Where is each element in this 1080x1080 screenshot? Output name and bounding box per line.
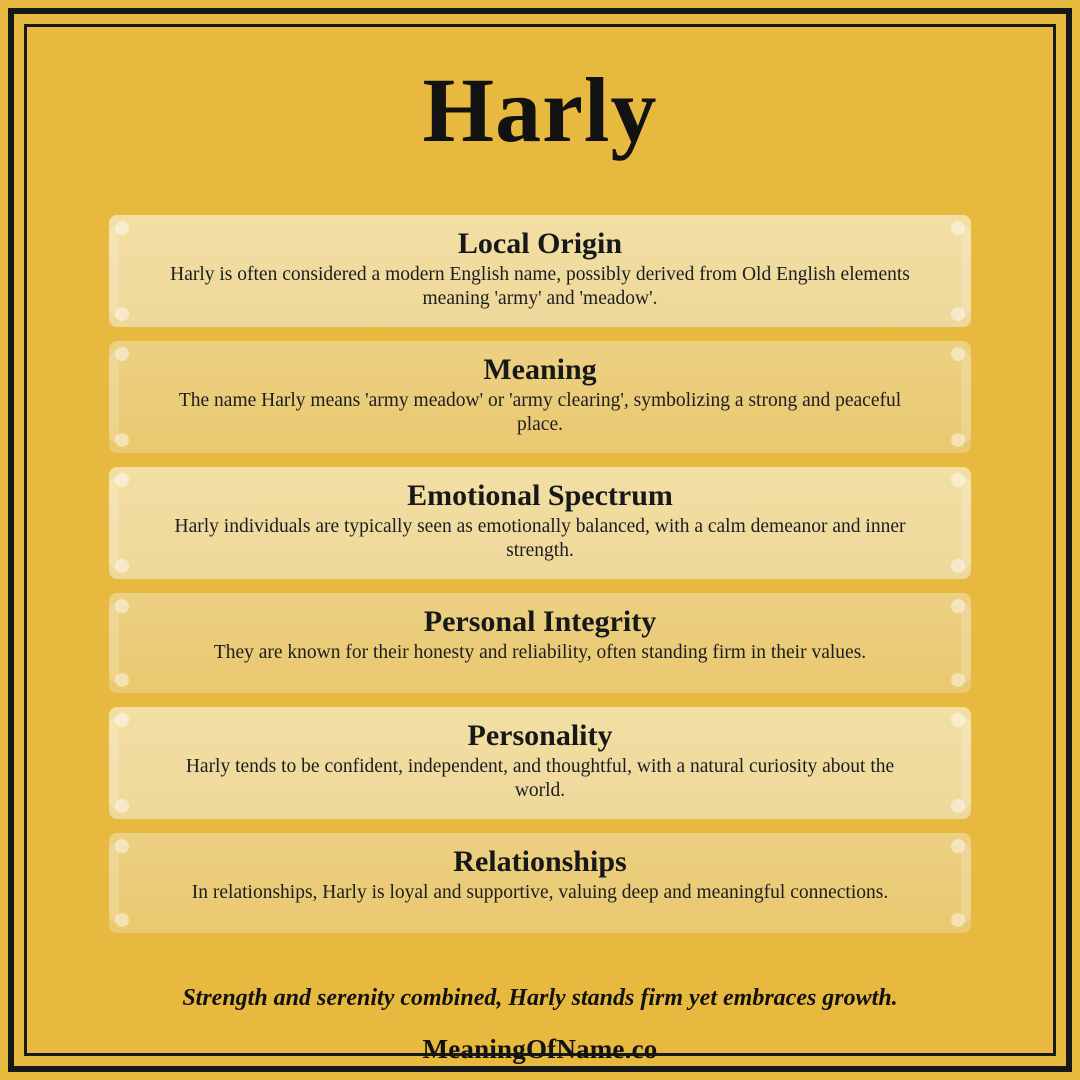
ribbon-notch-icon	[115, 839, 129, 853]
ribbon-notch-icon	[115, 347, 129, 361]
section-title: Relationships	[453, 844, 627, 878]
ribbon-tail-left	[109, 351, 119, 443]
section-text: Harly tends to be confident, independent, and thoughtful, with a natural curiosity about the world.	[185, 756, 895, 802]
ribbon-notch-icon	[951, 839, 965, 853]
ribbon-notch-icon	[115, 307, 129, 321]
section-title: Personal Integrity	[423, 604, 657, 638]
ribbon-notch-icon	[115, 799, 129, 813]
ribbon-tail-right	[961, 843, 971, 923]
ribbon-notch-icon	[115, 913, 129, 927]
section-title: Personality	[467, 718, 613, 752]
ribbon-notch-icon	[115, 473, 129, 487]
ribbon-notch-icon	[951, 599, 965, 613]
poster-content	[30, 30, 1050, 1064]
ribbon-tail-right	[961, 603, 971, 683]
ribbon-tail-left	[109, 477, 119, 569]
section-card-meaning	[109, 341, 971, 453]
ribbon-tail-right	[961, 351, 971, 443]
ribbon-tail-left	[109, 603, 119, 683]
site-name: MeaningOfName.co	[422, 1033, 658, 1064]
section-card-emotional-spectrum	[109, 467, 971, 579]
ribbon-notch-icon	[951, 559, 965, 573]
section-text: Harly is often considered a modern English name, possibly derived from Old English elements meaning 'army' and 'meadow'.	[170, 264, 910, 309]
tagline: Strength and serenity combined, Harly stands firm yet embraces growth.	[182, 984, 898, 1011]
ribbon-notch-icon	[951, 221, 965, 235]
section-list	[109, 215, 971, 933]
ribbon-notch-icon	[951, 673, 965, 687]
ribbon-notch-icon	[951, 713, 965, 727]
ribbon-notch-icon	[951, 913, 965, 927]
ribbon-tail-right	[961, 477, 971, 569]
section-card-relationships	[109, 833, 971, 933]
section-title: Local Origin	[457, 226, 623, 260]
ribbon-tail-right	[961, 717, 971, 809]
section-text: They are known for their honesty and reliability, often standing firm in their values.	[213, 642, 867, 664]
ribbon-notch-icon	[951, 307, 965, 321]
ribbon-notch-icon	[115, 713, 129, 727]
ribbon-notch-icon	[951, 799, 965, 813]
page-title: Harly	[422, 59, 658, 161]
ribbon-notch-icon	[115, 599, 129, 613]
ribbon-notch-icon	[951, 473, 965, 487]
ribbon-tail-right	[961, 225, 971, 317]
section-card-personality	[109, 707, 971, 819]
section-title: Emotional Spectrum	[407, 478, 673, 512]
section-text: In relationships, Harly is loyal and supportive, valuing deep and meaningful connections.	[191, 882, 889, 904]
section-text: Harly individuals are typically seen as emotionally balanced, with a calm demeanor and inner strength.	[174, 516, 906, 561]
section-title: Meaning	[483, 352, 597, 386]
section-card-local-origin	[109, 215, 971, 327]
ribbon-notch-icon	[115, 221, 129, 235]
ribbon-notch-icon	[115, 559, 129, 573]
ribbon-notch-icon	[951, 347, 965, 361]
ribbon-notch-icon	[115, 433, 129, 447]
ribbon-tail-left	[109, 717, 119, 809]
ribbon-notch-icon	[115, 673, 129, 687]
ribbon-notch-icon	[951, 433, 965, 447]
ribbon-tail-left	[109, 843, 119, 923]
section-text: The name Harly means 'army meadow' or 'army clearing', symbolizing a strong and peaceful place.	[178, 390, 902, 435]
section-card-personal-integrity	[109, 593, 971, 693]
ribbon-tail-left	[109, 225, 119, 317]
